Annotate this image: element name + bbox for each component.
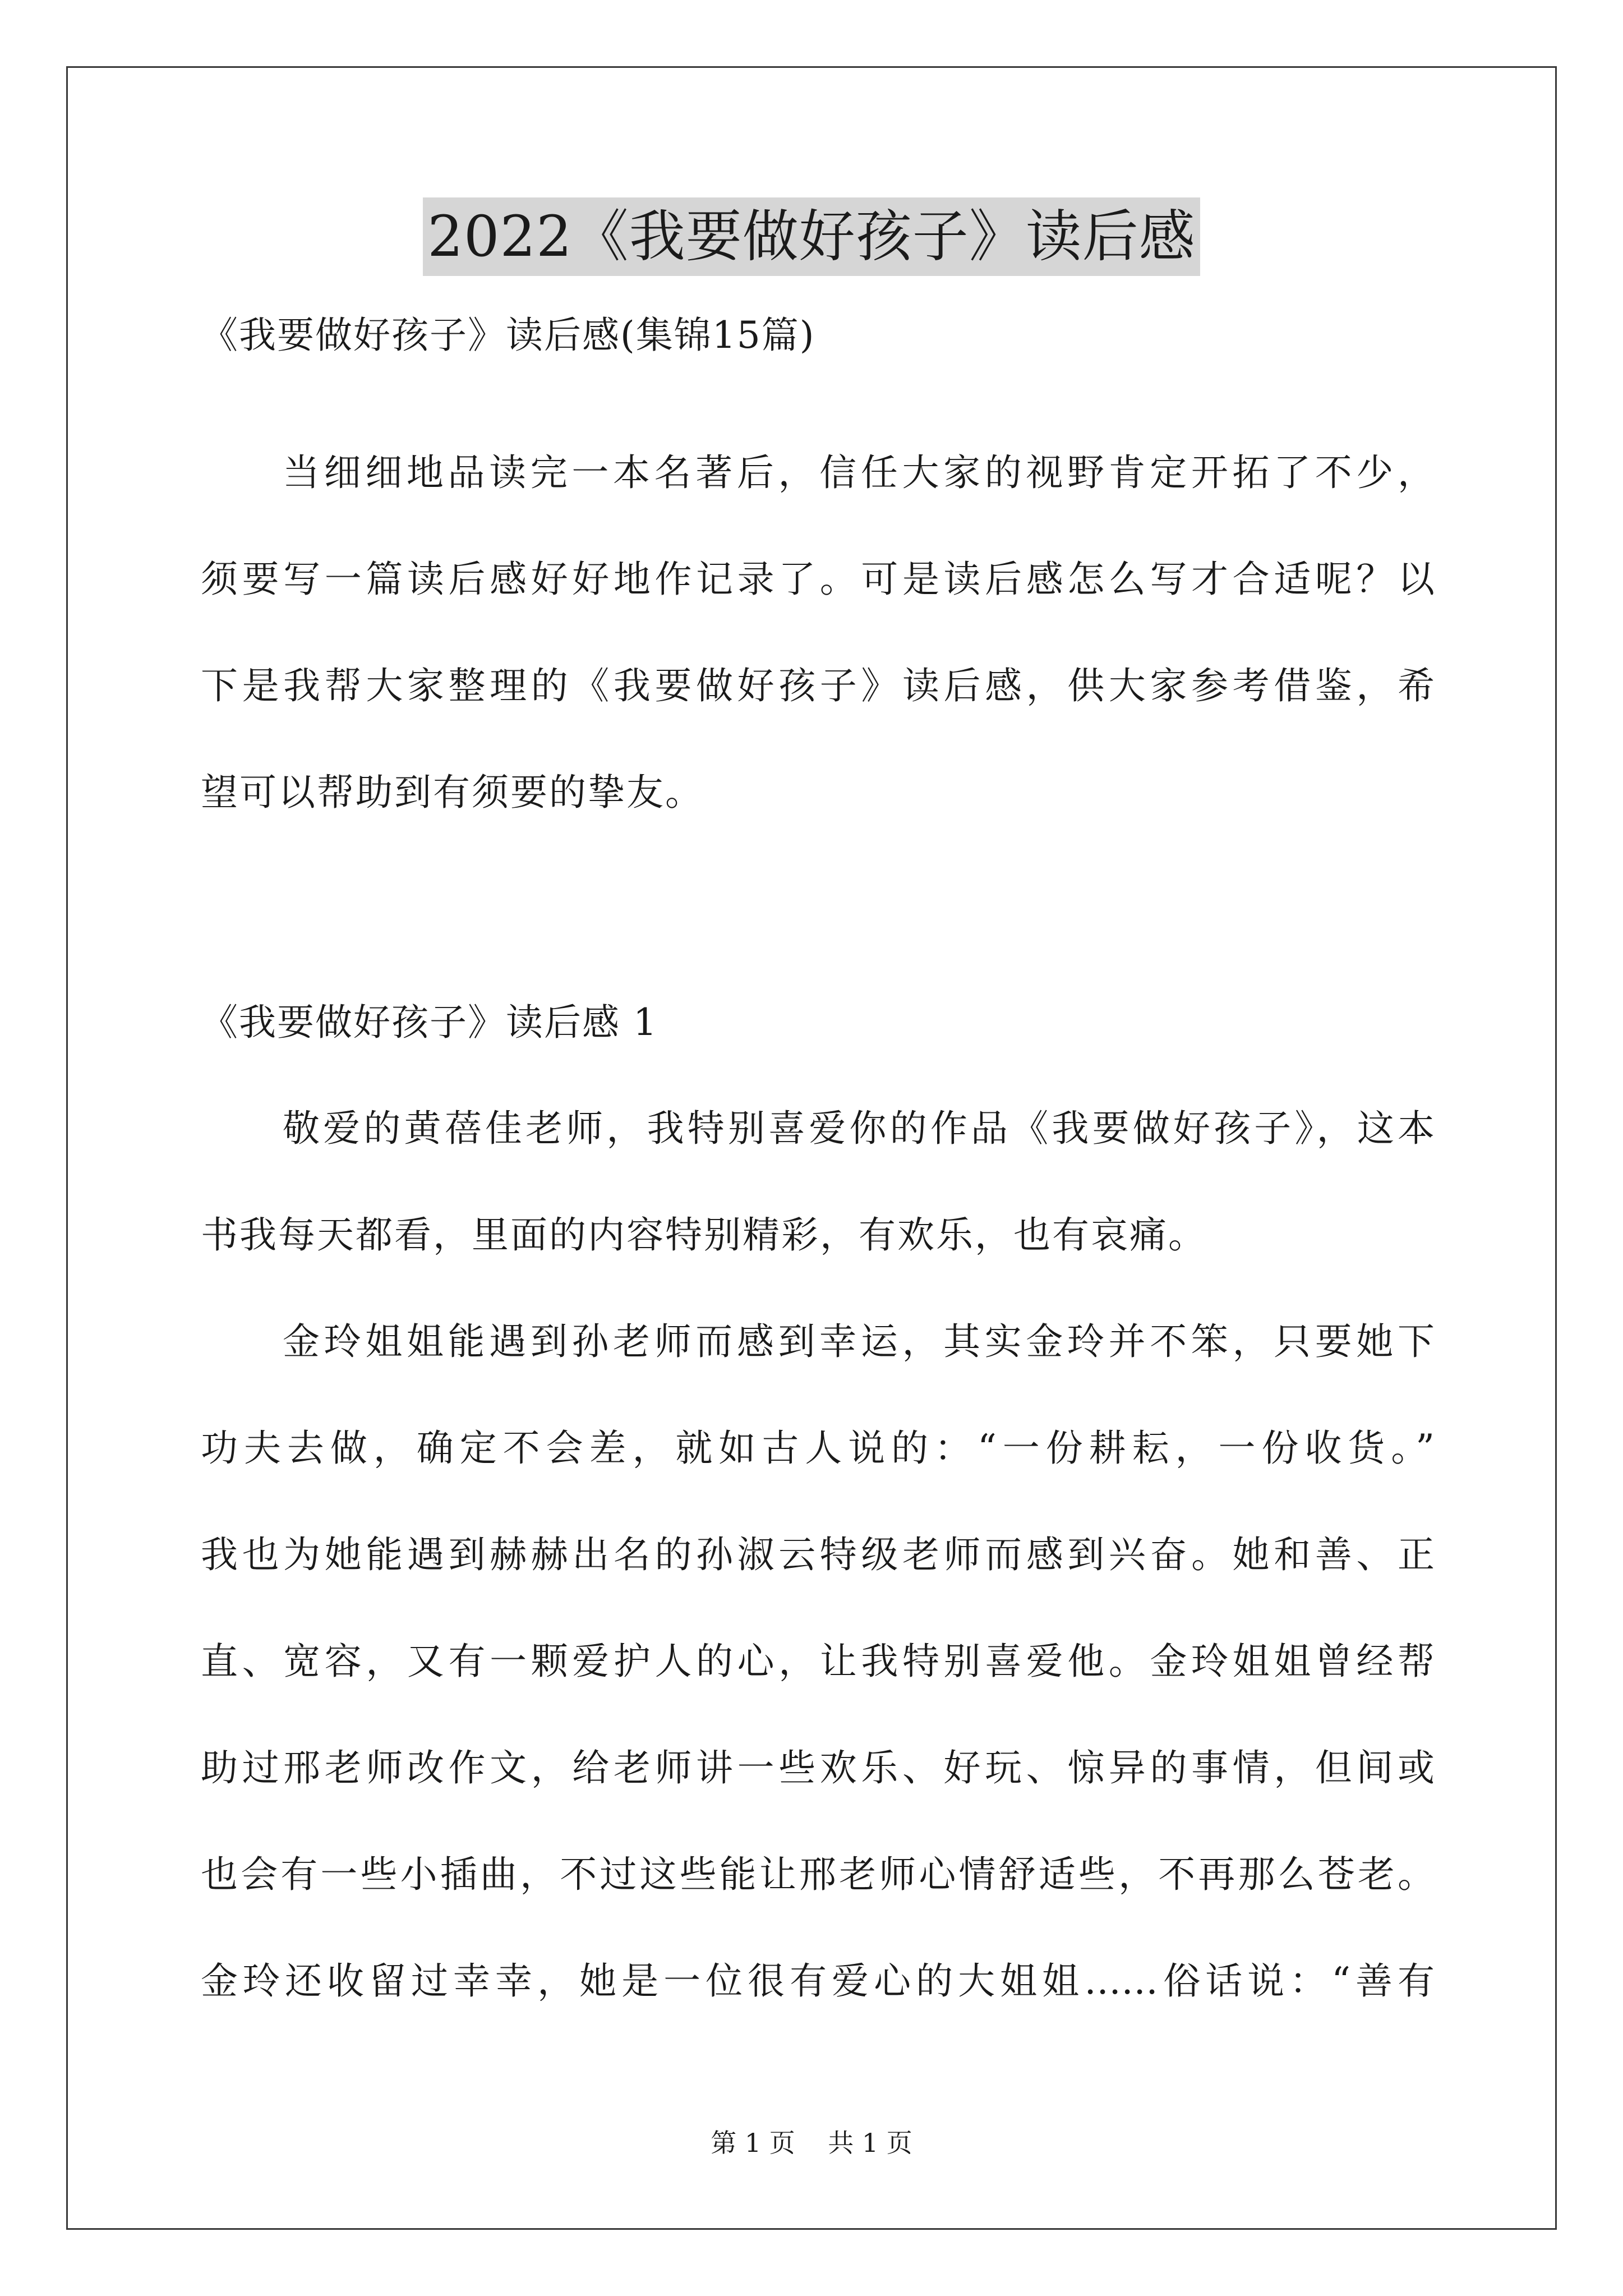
paragraph-line: 书我每天都看，里面的内容特别精彩，有欢乐，也有哀痛。	[201, 1213, 1207, 1257]
paragraph-line: 功夫去做，确定不会差，就如古人说的：“一份耕耘，一份收货。”	[201, 1427, 1435, 1470]
intro-line: 当细细地品读完一本名著后，信任大家的视野肯定开拓了不少，	[283, 451, 1435, 494]
intro-line: 下是我帮大家整理的《我要做好孩子》读后感，供大家参考借鉴，希	[201, 664, 1435, 707]
document-title: 2022《我要做好孩子》读后感	[423, 197, 1200, 276]
intro-line: 望可以帮助到有须要的挚友。	[201, 771, 704, 814]
paragraph-line: 敬爱的黄蓓佳老师，我特别喜爱你的作品《我要做好孩子》，这本	[283, 1107, 1435, 1150]
paragraph-line: 直、宽容，又有一颗爱护人的心，让我特别喜爱他。金玲姐姐曾经帮	[201, 1640, 1435, 1683]
paragraph-line: 我也为她能遇到赫赫出名的孙淑云特级老师而感到兴奋。她和善、正	[201, 1533, 1435, 1576]
paragraph-line: 金玲还收留过幸幸，她是一位很有爱心的大姐姐……俗话说：“善有	[201, 1959, 1435, 2003]
paragraph-line: 金玲姐姐能遇到孙老师而感到幸运，其实金玲并不笨，只要她下	[283, 1320, 1435, 1363]
intro-line: 须要写一篇读后感好好地作记录了。可是读后感怎么写才合适呢？以	[201, 558, 1435, 601]
section-heading: 《我要做好孩子》读后感 1	[201, 1001, 658, 1044]
document-subtitle: 《我要做好孩子》读后感(集锦15篇)	[201, 314, 815, 357]
paragraph-line: 助过邢老师改作文，给老师讲一些欢乐、好玩、惊异的事情，但间或	[201, 1746, 1435, 1789]
page-number: 第 1 页	[711, 2128, 795, 2158]
page-total: 共 1 页	[828, 2128, 912, 2158]
title-container	[0, 197, 1623, 276]
paragraph-line: 也会有一些小插曲，不过这些能让邢老师心情舒适些，不再那么苍老。	[201, 1853, 1435, 1896]
page-footer	[0, 2126, 1623, 2160]
